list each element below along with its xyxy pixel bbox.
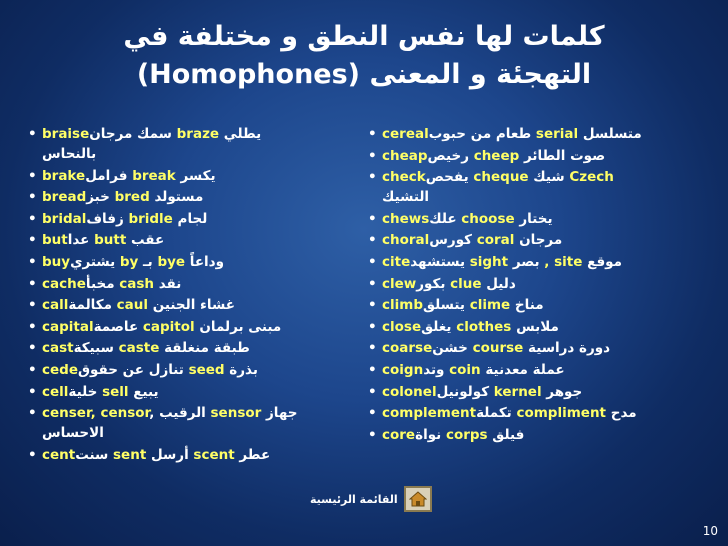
word-line — [42, 209, 358, 229]
arabic-meaning: مدح — [610, 405, 637, 422]
english-word: braise — [42, 126, 90, 142]
word-line — [42, 124, 358, 144]
list-item — [368, 252, 708, 272]
english-word: bread — [42, 189, 87, 206]
page-number: 10 — [702, 524, 718, 538]
list-item — [368, 295, 708, 315]
word-line — [42, 403, 358, 423]
english-word: cent — [42, 446, 76, 463]
list-item — [28, 317, 358, 337]
word-line-continued — [42, 423, 358, 443]
arabic-meaning: , الرقيب — [149, 405, 206, 422]
english-word: censer, censor — [42, 405, 150, 422]
list-item — [28, 403, 358, 443]
title-line-2 — [0, 56, 728, 94]
arabic-meaning: مستولد — [154, 189, 204, 206]
word-line — [42, 252, 358, 272]
english-word: cache — [42, 275, 86, 292]
english-word: scent — [193, 446, 235, 463]
word-line — [382, 209, 708, 229]
arabic-meaning: مبنى برلمان — [199, 318, 282, 335]
arabic-meaning: زفاف — [86, 210, 124, 227]
arabic-meaning: خلية — [68, 383, 98, 400]
list-item — [28, 295, 358, 315]
english-word: cede — [42, 361, 78, 378]
arabic-meaning: كولونيل — [436, 383, 490, 400]
english-word: check — [382, 169, 426, 186]
arabic-meaning: يغلق — [421, 318, 452, 335]
list-item — [368, 230, 708, 250]
arabic-meaning: لجام — [177, 210, 208, 227]
list-item — [28, 274, 358, 294]
arabic-meaning: متسلسل — [582, 126, 642, 142]
home-icon — [409, 491, 427, 507]
word-line-continued — [42, 144, 358, 164]
english-word: clue — [450, 275, 482, 292]
word-line — [382, 360, 708, 380]
english-word: sensor — [210, 405, 262, 422]
arabic-meaning: فيلق — [492, 426, 525, 443]
word-line — [382, 425, 708, 445]
word-line — [382, 167, 708, 187]
english-word: cite — [382, 253, 411, 270]
arabic-meaning: عدا — [67, 232, 90, 249]
left-word-list — [28, 124, 358, 466]
english-word: complement — [382, 405, 477, 422]
word-line — [382, 230, 708, 250]
english-word: colonel — [382, 383, 437, 400]
word-line — [42, 338, 358, 358]
arabic-meaning: صوت الطائر — [523, 147, 606, 164]
arabic-meaning: نقد — [158, 275, 182, 292]
english-word: core — [382, 426, 416, 443]
english-word: serial — [535, 126, 579, 142]
english-word: cell — [42, 383, 69, 400]
arabic-meaning: مخبأ — [85, 275, 115, 292]
arabic-meaning: الاحساس — [42, 425, 104, 442]
arabic-meaning: يتسلق — [423, 297, 465, 314]
word-line — [42, 187, 358, 207]
arabic-meaning: يكسر — [180, 167, 216, 184]
list-item — [368, 403, 708, 423]
word-line-continued — [382, 187, 708, 207]
english-word: compliment — [516, 405, 607, 422]
english-word: sell — [102, 383, 129, 400]
english-word: choral — [382, 232, 430, 249]
arabic-meaning: خشن — [432, 340, 468, 357]
arabic-meaning: مكالمة — [68, 297, 112, 314]
arabic-meaning: يشتري — [70, 253, 116, 270]
english-word: , site — [544, 253, 583, 270]
english-word: capitol — [142, 318, 195, 335]
word-line — [382, 146, 708, 166]
english-word: clothes — [456, 318, 512, 335]
arabic-meaning: تنازل عن حقوق — [77, 361, 184, 378]
english-word: by — [119, 253, 139, 270]
arabic-meaning: وداعاً — [189, 253, 225, 270]
arabic-meaning: فرامل — [85, 167, 128, 184]
arabic-meaning: دورة دراسية — [528, 340, 611, 357]
english-word: bridle — [128, 210, 173, 227]
list-item — [28, 445, 358, 465]
english-word: coral — [476, 232, 515, 249]
home-button[interactable] — [404, 486, 432, 512]
english-word: capital — [42, 318, 94, 335]
arabic-meaning: جوهر — [546, 383, 583, 400]
english-word: cheep — [473, 147, 520, 164]
arabic-meaning: عقب — [130, 232, 165, 249]
arabic-meaning: موقع — [587, 253, 622, 270]
english-word: cereal — [382, 126, 429, 142]
list-item — [28, 252, 358, 272]
list-item — [368, 360, 708, 380]
list-item — [368, 209, 708, 229]
list-item — [368, 274, 708, 294]
english-word: close — [382, 318, 422, 335]
arabic-meaning: تكملة — [476, 405, 512, 422]
title-line-2-arabic: التهجئة و المعنى — [369, 59, 592, 90]
arabic-meaning: التشيك — [382, 189, 430, 206]
word-line — [42, 230, 358, 250]
english-word: clew — [382, 275, 417, 292]
english-word: sight — [469, 253, 509, 270]
arabic-meaning: وتد — [423, 361, 445, 378]
arabic-meaning: نواة — [415, 426, 442, 443]
arabic-meaning: ملابس — [516, 318, 559, 335]
english-word: caul — [116, 297, 149, 314]
english-word: bridal — [42, 210, 87, 227]
word-line — [42, 360, 358, 380]
arabic-meaning: سبيكة — [73, 340, 114, 357]
title-line-2-english: (Homophones) — [136, 59, 361, 90]
list-item — [368, 425, 708, 445]
arabic-meaning: عاصمة — [93, 318, 139, 335]
list-item — [28, 166, 358, 186]
word-line — [42, 166, 358, 186]
arabic-meaning: غشاء الجنين — [152, 297, 235, 314]
arabic-meaning: كورس — [429, 232, 473, 249]
arabic-meaning: جهاز — [266, 405, 298, 422]
word-line — [382, 274, 708, 294]
right-word-list — [368, 124, 708, 446]
list-item — [28, 338, 358, 358]
list-item — [28, 230, 358, 250]
english-word: coarse — [382, 340, 433, 357]
english-word: cash — [119, 275, 155, 292]
list-item — [368, 317, 708, 337]
arabic-meaning: يفحص — [425, 169, 469, 186]
home-link[interactable] — [310, 486, 432, 512]
english-word: coin — [449, 361, 481, 378]
english-word: corps — [445, 426, 488, 443]
english-word: chews — [382, 210, 430, 227]
english-word: choose — [461, 210, 515, 227]
title-line-1: كلمات لها نفس النطق و مختلفة في — [123, 21, 605, 52]
word-line — [382, 403, 708, 423]
arabic-meaning: طعام من حبوب — [428, 126, 532, 142]
english-word: break — [132, 167, 176, 184]
list-item — [28, 124, 358, 164]
home-label: القائمة الرئيسية — [310, 492, 398, 506]
list-item — [368, 338, 708, 358]
arabic-meaning: شيك — [533, 169, 565, 186]
arabic-meaning: خبز — [86, 189, 110, 206]
english-word: call — [42, 297, 69, 314]
english-word: bye — [157, 253, 186, 270]
english-word: clime — [469, 297, 511, 314]
english-word: course — [472, 340, 524, 357]
list-item — [28, 382, 358, 402]
word-line — [42, 295, 358, 315]
list-item — [368, 124, 708, 144]
arabic-meaning: رخيص — [427, 147, 469, 164]
arabic-meaning: عملة معدنية — [485, 361, 565, 378]
arabic-meaning: مرجان — [519, 232, 563, 249]
arabic-meaning: دليل — [486, 275, 516, 292]
english-word: Czech — [569, 169, 614, 186]
word-line — [42, 382, 358, 402]
english-word: bred — [114, 189, 150, 206]
english-word: sent — [113, 446, 147, 463]
word-line — [42, 445, 358, 465]
arabic-meaning: يطلي — [223, 126, 262, 142]
english-word: climb — [382, 297, 423, 314]
english-word: cheap — [382, 147, 428, 164]
word-line — [382, 252, 708, 272]
word-line — [382, 382, 708, 402]
arabic-meaning: سمك مرجان — [89, 126, 172, 142]
word-line — [382, 317, 708, 337]
english-word: seed — [188, 361, 225, 378]
word-line — [382, 338, 708, 358]
english-word: coign — [382, 361, 424, 378]
english-word: braze — [176, 126, 220, 142]
list-item — [368, 146, 708, 166]
english-word: caste — [118, 340, 160, 357]
arabic-meaning: بـ — [143, 253, 153, 270]
list-item — [368, 382, 708, 402]
english-word: cheque — [473, 169, 529, 186]
word-line — [42, 317, 358, 337]
arabic-meaning: بصر — [512, 253, 540, 270]
arabic-meaning: طبقة منغلقة — [164, 340, 250, 357]
word-line — [382, 295, 708, 315]
english-word: kernel — [493, 383, 542, 400]
list-item — [28, 360, 358, 380]
arabic-meaning: يختار — [519, 210, 553, 227]
arabic-meaning: يبيع — [133, 383, 159, 400]
word-line — [382, 124, 708, 144]
arabic-meaning: يستشهد — [410, 253, 466, 270]
english-word: but — [42, 232, 68, 249]
arabic-meaning: علك — [429, 210, 457, 227]
arabic-meaning: مناخ — [514, 297, 544, 314]
english-word: brake — [42, 167, 86, 184]
english-word: butt — [94, 232, 127, 249]
arabic-meaning: بذرة — [229, 361, 258, 378]
english-word: buy — [42, 253, 71, 270]
arabic-meaning: عطر — [239, 446, 271, 463]
list-item — [368, 167, 708, 207]
list-item — [28, 209, 358, 229]
list-item — [28, 187, 358, 207]
word-line — [42, 274, 358, 294]
arabic-meaning: بكور — [416, 275, 446, 292]
arabic-meaning: بالنحاس — [42, 146, 97, 162]
arabic-meaning: سنت — [75, 446, 109, 463]
english-word: cast — [42, 340, 74, 357]
slide-title — [0, 18, 728, 94]
arabic-meaning: أرسل — [150, 446, 189, 463]
